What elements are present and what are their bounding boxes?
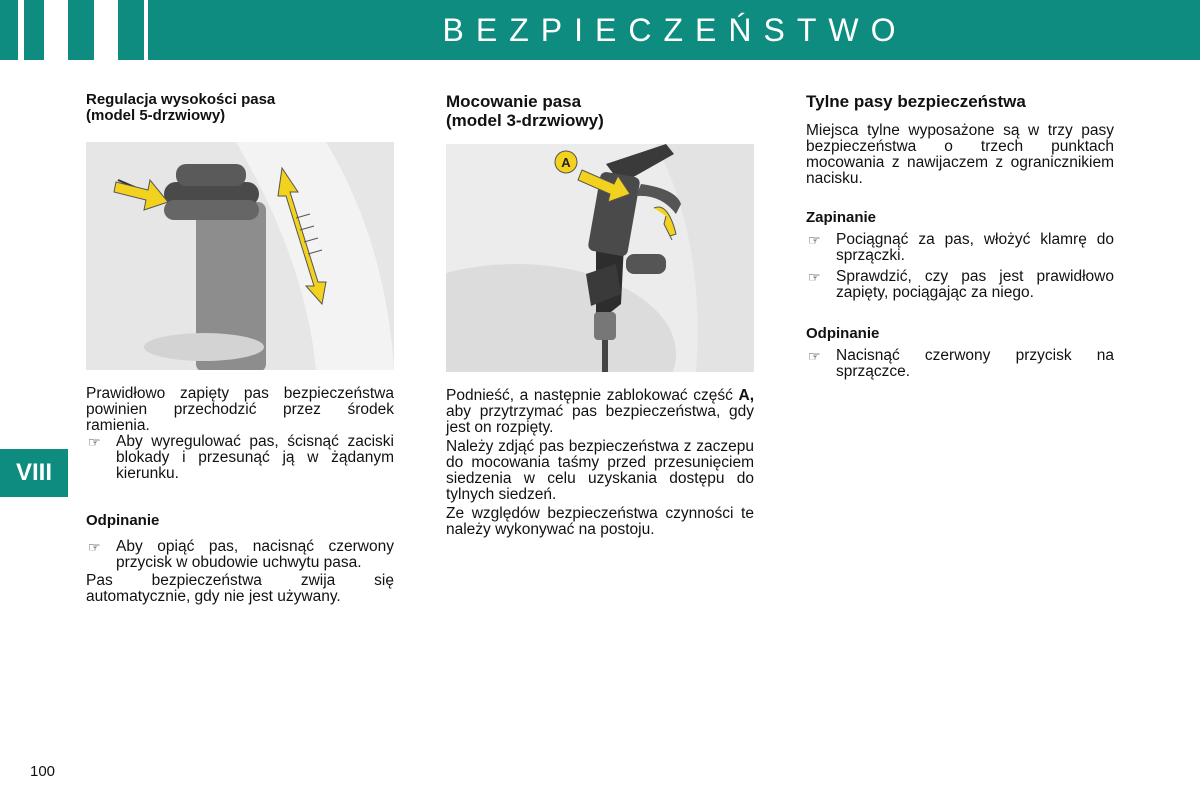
column-height-adjustment	[86, 92, 394, 605]
list-item	[86, 539, 394, 571]
header-stripe	[144, 0, 148, 60]
pointing-hand-icon: ☞	[808, 232, 821, 248]
list-item	[806, 269, 1114, 301]
page-number: 100	[30, 763, 56, 780]
belt-mounting-figure	[446, 144, 754, 372]
list-item-text: Sprawdzić, czy pas jest prawidłowo zapięty, pociągając za niego.	[836, 268, 1114, 301]
paragraph: Ze względów bezpieczeństwa czynności te należy wykonywać na postoju.	[446, 505, 754, 538]
list-item	[806, 348, 1114, 380]
paragraph	[446, 388, 754, 436]
heading-line: Regulacja wysokości pasa	[86, 91, 276, 108]
header-stripe	[94, 0, 118, 60]
header-bar	[0, 0, 1200, 60]
part-label: A,	[738, 387, 754, 404]
heading-line: Mocowanie pasa	[446, 92, 582, 111]
list-item	[86, 434, 394, 482]
section-heading: Tylne pasy bezpieczeństwa	[806, 92, 1026, 111]
chapter-tab: VIII	[0, 449, 68, 497]
figure-callout-label: A	[561, 155, 571, 170]
pointing-hand-icon: ☞	[808, 348, 821, 364]
subheading: Odpinanie	[806, 325, 880, 342]
column-rear-belts	[806, 92, 1114, 380]
header-stripe	[44, 0, 68, 60]
pointing-hand-icon: ☞	[88, 539, 101, 555]
section-heading	[446, 92, 754, 130]
list-item-text: Nacisnąć czerwony przycisk na sprzączce.	[836, 347, 1114, 380]
list-item-text: Aby wyregulować pas, ścisnąć zaciski blokady i przesunąć ją w żądanym kierunku.	[116, 433, 394, 482]
list-item-text: Aby opiąć pas, nacisnąć czerwony przycisk w obudowie uchwytu pasa.	[116, 538, 394, 571]
paragraph-text: Podnieść, a następnie zablokować część	[446, 387, 739, 404]
pointing-hand-icon: ☞	[808, 269, 821, 285]
intro-text: Prawidłowo zapięty pas bezpieczeństwa powinien przechodzić przez środek ramienia.	[86, 385, 394, 434]
paragraph: Należy zdjąć pas bezpieczeństwa z zaczepu do mocowania taśmy przed przesunięciem siedzenia w celu uzyskania dostępu do tylnych siedzeń.	[446, 438, 754, 503]
intro-text: Miejsca tylne wyposażone są w trzy pasy bezpieczeństwa o trzech punktach mocowania z nawijaczem z ogranicznikiem nacisku.	[806, 122, 1114, 187]
section-heading	[86, 92, 394, 124]
paragraph-text: aby przytrzymać pas bezpieczeństwa, gdy jest on rozpięty.	[446, 403, 754, 436]
belt-height-figure	[86, 142, 394, 370]
subheading: Odpinanie	[86, 512, 160, 529]
heading-line: (model 3-drzwiowy)	[446, 111, 604, 130]
list-item-text: Pociągnąć za pas, włożyć klamrę do sprzączki.	[836, 231, 1114, 264]
pointing-hand-icon: ☞	[88, 434, 101, 450]
page-title: BEZPIECZEŃSTWO	[442, 12, 908, 48]
closing-text: Pas bezpieczeństwa zwija się automatycznie, gdy nie jest używany.	[86, 572, 394, 605]
column-belt-mounting	[446, 92, 754, 538]
heading-line: (model 5-drzwiowy)	[86, 107, 226, 124]
header-stripe	[18, 0, 24, 60]
subheading: Zapinanie	[806, 209, 877, 226]
list-item	[806, 232, 1114, 264]
